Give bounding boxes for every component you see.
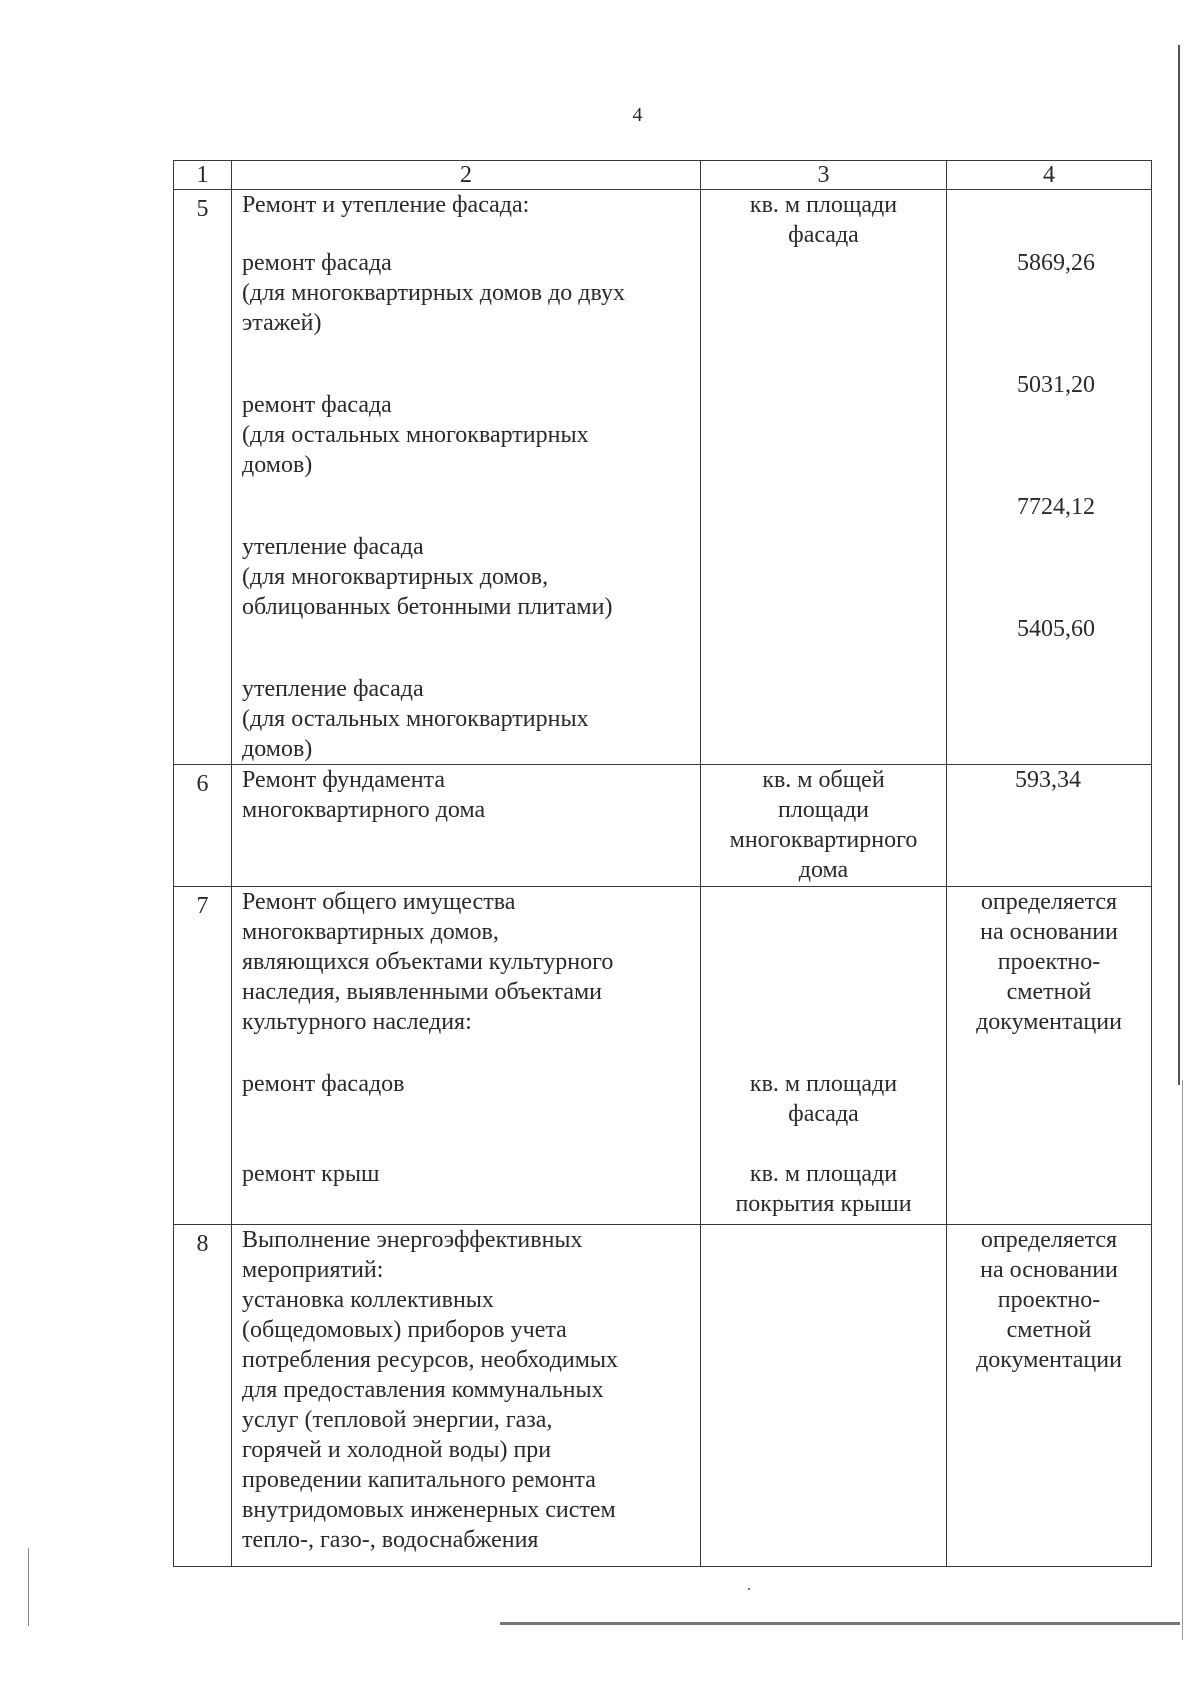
table-row — [174, 765, 1152, 887]
works-table — [173, 160, 1152, 1567]
desc-line: многоквартирных домов, — [242, 919, 499, 945]
item-line: (для многоквартирных домов до двух — [242, 280, 626, 306]
item-line: этажей) — [242, 310, 322, 336]
table-header-row — [174, 161, 1152, 190]
desc-line: потребления ресурсов, необходимых — [242, 1347, 619, 1373]
unit-line: кв. м площади — [749, 1071, 898, 1097]
desc-line: проведении капитального ремонта — [242, 1467, 596, 1493]
desc-line: мероприятий: — [242, 1257, 384, 1283]
desc-line: многоквартирного дома — [242, 797, 486, 823]
value-line: на основании — [980, 1257, 1118, 1283]
unit-line: кв. м общей — [762, 767, 885, 793]
value-line: на основании — [980, 919, 1118, 945]
cost-value: 5405,60 — [1017, 616, 1095, 642]
item-line: утепление фасада — [242, 534, 424, 560]
item-line: облицованных бетонными плитами) — [242, 594, 613, 620]
value-line: сметной — [1006, 1317, 1092, 1343]
value-line: проектно- — [997, 949, 1101, 975]
unit-line: площади — [777, 797, 869, 823]
item-line: (для остальных многоквартирных — [242, 422, 589, 448]
unit-line: фасада — [788, 222, 859, 248]
work-description — [232, 765, 701, 887]
item-line: ремонт крыш — [242, 1161, 380, 1187]
value-cell — [947, 190, 1152, 765]
page-number: 4 — [632, 104, 643, 126]
work-description — [232, 1225, 701, 1567]
header-col-2: 2 — [232, 161, 701, 190]
header-col-1: 1 — [174, 161, 232, 190]
row-number: 6 — [174, 765, 232, 887]
unit-cell — [701, 190, 947, 765]
unit-line: кв. м площади — [749, 1161, 898, 1187]
value-cell — [947, 887, 1152, 1225]
value-line: определяется — [980, 889, 1118, 915]
unit-cell — [701, 1225, 947, 1567]
header-col-3: 3 — [701, 161, 947, 190]
row-title: Ремонт и утепление фасада: — [242, 192, 530, 218]
unit-line: покрытия крыши — [735, 1191, 912, 1217]
item-line: ремонт фасада — [242, 392, 392, 418]
desc-line: наследия, выявленными объектами — [242, 979, 603, 1005]
item-line: домов) — [242, 452, 313, 478]
cost-value: 7724,12 — [1017, 494, 1095, 520]
desc-line: Выполнение энергоэффективных — [242, 1227, 583, 1253]
table-row — [174, 887, 1152, 1225]
table-row — [174, 190, 1152, 765]
value-line: документации — [976, 1347, 1122, 1373]
desc-line: являющихся объектами культурного — [242, 949, 614, 975]
desc-line: для предоставления коммунальных — [242, 1377, 604, 1403]
item-line: (для остальных многоквартирных — [242, 706, 589, 732]
desc-line: услуг (тепловой энергии, газа, — [242, 1407, 553, 1433]
row-number: 8 — [174, 1225, 232, 1567]
value-line: документации — [976, 1009, 1122, 1035]
desc-line: внутридомовых инженерных систем — [242, 1497, 616, 1523]
desc-line: установка коллективных — [242, 1287, 494, 1313]
desc-line: Ремонт общего имущества — [242, 889, 516, 915]
unit-line: кв. м площади — [749, 192, 898, 218]
value-line: проектно- — [997, 1287, 1101, 1313]
value-cell — [947, 765, 1152, 887]
unit-line: фасада — [788, 1101, 859, 1127]
unit-cell — [701, 765, 947, 887]
value-cell — [947, 1225, 1152, 1567]
desc-line: Ремонт фундамента — [242, 767, 445, 793]
header-col-4: 4 — [947, 161, 1152, 190]
item-line: утепление фасада — [242, 676, 424, 702]
desc-line: горячей и холодной воды) при — [242, 1437, 552, 1463]
unit-line: дома — [798, 857, 849, 883]
cost-value: 5869,26 — [1017, 250, 1095, 276]
desc-line: культурного наследия: — [242, 1009, 472, 1035]
desc-line: (общедомовых) приборов учета — [242, 1317, 567, 1343]
scan-edge-line — [1182, 1080, 1183, 1640]
unit-line: многоквартирного — [729, 827, 918, 853]
item-line: ремонт фасадов — [242, 1071, 405, 1097]
cost-value: 5031,20 — [1017, 372, 1095, 398]
scan-edge-line — [28, 1548, 29, 1626]
work-description — [232, 190, 701, 765]
row-number: 5 — [174, 190, 232, 765]
table-row — [174, 1225, 1152, 1567]
desc-line: тепло-, газо-, водоснабжения — [242, 1527, 539, 1553]
scan-speck — [748, 1588, 750, 1590]
cost-value: 593,34 — [1015, 767, 1081, 793]
value-line: сметной — [1006, 979, 1092, 1005]
value-line: определяется — [980, 1227, 1118, 1253]
unit-cell — [701, 887, 947, 1225]
scan-bottom-rule — [500, 1622, 1180, 1625]
work-description — [232, 887, 701, 1225]
item-line: (для многоквартирных домов, — [242, 564, 549, 590]
row-number: 7 — [174, 887, 232, 1225]
item-line: ремонт фасада — [242, 250, 392, 276]
item-line: домов) — [242, 736, 313, 762]
scan-edge-line — [1178, 45, 1180, 1085]
